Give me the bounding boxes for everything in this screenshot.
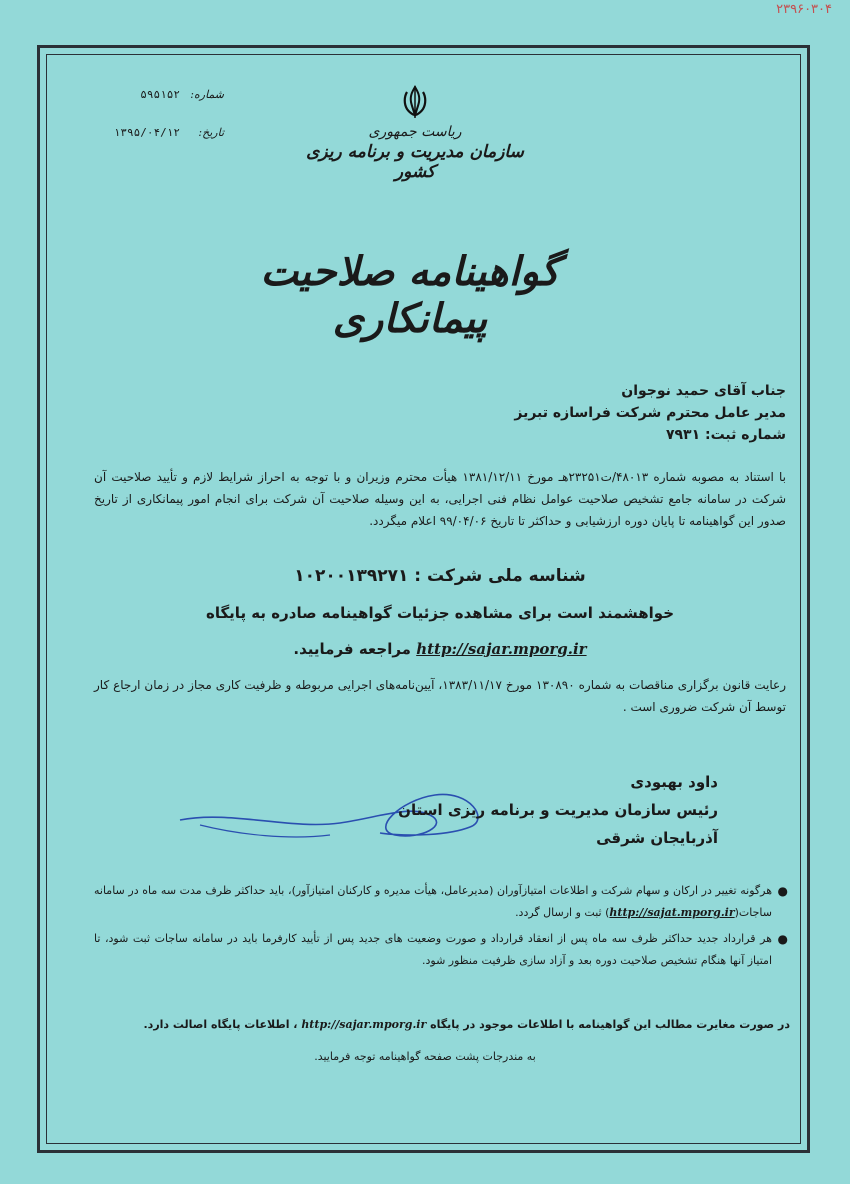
issuer-header	[300, 84, 530, 182]
warning-before: در صورت مغایرت مطالب این گواهینامه با اطلاعات موجود در پایگاه	[430, 1018, 790, 1031]
note-item	[94, 880, 790, 924]
signatory-name: داود بهبودی	[630, 773, 718, 791]
registration-number: شماره ثبت: ۷۹۳۱	[665, 427, 786, 443]
note-text-before: هرگونه تغییر در ارکان و سهام شرکت و اطلاعات امتیازآوران (مدیرعامل، هیأت مدیره و کارکنان امتیازآور)، باید حداکثر ظرف مدت سه ماه در سامانه ساجات(	[94, 884, 772, 919]
notes-list	[94, 880, 790, 976]
signature-block	[358, 768, 718, 852]
organization-name: سازمان مدیریت و برنامه ریزی کشور	[306, 142, 524, 182]
sajat-link[interactable]: http://sajat.mporg.ir	[609, 906, 735, 919]
note-text-after: ) ثبت و ارسال گردد.	[515, 906, 610, 919]
number-row	[94, 88, 224, 126]
signatory-province: آذربایجان شرقی	[596, 829, 718, 847]
certificate-inner-border	[46, 54, 801, 1144]
national-id: شناسه ملی شرکت : ۱۰۲۰۰۱۳۹۲۷۱	[294, 566, 586, 586]
authenticity-warning	[94, 1018, 790, 1031]
number-value: ۵۹۵۱۵۲	[140, 88, 180, 101]
bullet-icon: ●	[777, 884, 788, 898]
signatory-title: رئیس سازمان مدیریت و برنامه ریزی استان	[398, 801, 718, 819]
warning-after: ، اطلاعات پایگاه اصالت دارد.	[143, 1018, 298, 1031]
request-url-line	[94, 640, 786, 658]
note-item	[94, 928, 790, 972]
sajar-link[interactable]: http://sajar.mporg.ir	[416, 640, 587, 658]
body-paragraph: با استناد به مصوبه شماره ۴۸۰۱۳/ت۲۳۲۵۱هـ مورخ ۱۳۸۱/۱۲/۱۱ هیأت محترم وزیران و با توجه به احراز شرایط لازم و تأیید صلاحیت آن شرکت در سامانه جامع تشخیص صلاحیت عوامل نظام فنی اجرایی، به این وسیله صلاحیت آن شرکت برای انجام امور پیمانکاری از تاریخ صدور این گواهینامه تا پایان دوره ارزشیابی و حداکثر تا تاریخ ۹۹/۰۴/۰۶ اعلام میگردد.	[94, 470, 787, 528]
warning-link[interactable]: http://sajar.mporg.ir	[301, 1018, 427, 1031]
addressee-name: جناب آقای حمید نوجوان	[621, 383, 786, 399]
number-label: شماره:	[190, 88, 224, 101]
note-text-before: هر قرارداد جدید حداکثر ظرف سه ماه پس از انعقاد قرارداد و صورت وضعیت های جدید پس از تأیید کارفرما باید در سامانه ساجات ثبت شود، تا امتیاز آنها هنگام تشخیص صلاحیت دوره بعد و آزاد سازی ظرفیت منظور شود.	[94, 932, 772, 967]
addressee-block	[226, 380, 786, 446]
certificate-border	[37, 45, 810, 1153]
request-line: خواهشمند است برای مشاهده جزئیات گواهینامه صادره به پایگاه	[205, 604, 675, 622]
date-row	[94, 126, 224, 164]
handwritten-corner-note: ۲۳۹۶۰۳۰۴	[776, 2, 832, 17]
request-suffix: مراجعه فرمایید.	[293, 640, 411, 658]
presidency-label: ریاست جمهوری	[368, 124, 462, 140]
back-page-note: به مندرجات پشت صفحه گواهینامه توجه فرمایید.	[314, 1050, 536, 1063]
date-value: ۱۳۹۵/۰۴/۱۲	[113, 126, 180, 139]
bullet-icon: ●	[777, 932, 788, 946]
date-label: تاریخ:	[198, 126, 224, 139]
certificate-title: گواهینامه صلاحیت پیمانکاری	[260, 248, 560, 342]
addressee-position: مدیر عامل محترم شرکت فراسازه تبریز	[514, 405, 786, 421]
document-meta	[94, 88, 224, 164]
iran-emblem-icon	[300, 84, 530, 120]
compliance-paragraph: رعایت قانون برگزاری مناقصات به شماره ۱۳۰۸۹۰ مورخ ۱۳۸۳/۱۱/۱۷، آیین‌نامه‌های اجرایی مربوطه و ظرفیت کاری مجاز در زمان ارجاع کار توسط آن شرکت ضروری است .	[94, 678, 786, 714]
